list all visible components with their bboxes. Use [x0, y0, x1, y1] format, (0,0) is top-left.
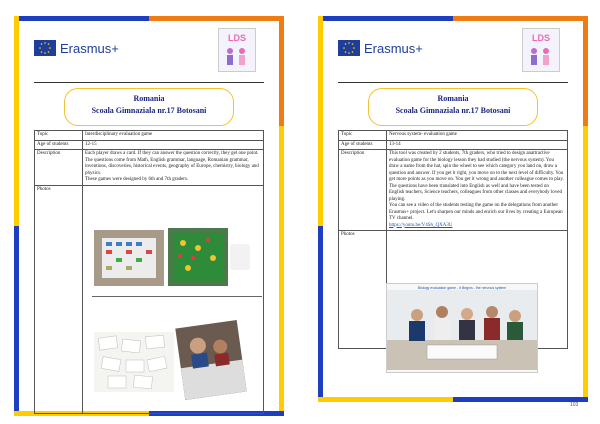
photo-students-playing	[175, 320, 246, 400]
card-grid-image	[94, 230, 164, 286]
country-title: Romania	[437, 94, 469, 103]
table-row	[339, 140, 568, 150]
lds-figures-icon	[222, 45, 252, 69]
youtube-link[interactable]: https://youtu.be/V4Sh_QXA3U	[389, 222, 453, 228]
lds-logo	[522, 28, 560, 72]
description-paragraph: The questions have been translated into English as well and have been tested on English teachers, Science teachers, colleagues from other classes and everybody loved playing.	[389, 183, 562, 202]
row-key: Age of students	[339, 140, 387, 150]
row-key: Photos	[35, 185, 83, 413]
table-row	[339, 150, 568, 231]
photo-board-game	[168, 228, 228, 286]
row-key: Topic	[35, 131, 83, 141]
row-value: 13-14	[387, 140, 568, 150]
page-header	[338, 33, 568, 72]
photo-bag	[230, 244, 250, 270]
frame-right-yellow	[583, 126, 588, 402]
row-value: 12-15	[83, 140, 264, 150]
row-value	[83, 150, 264, 186]
photo-caption: Biology evaluation game - It Begins - the nervous system	[417, 286, 507, 290]
country-title: Romania	[133, 94, 165, 103]
right-page	[318, 16, 588, 402]
erasmus-wordmark: Erasmus+	[364, 40, 423, 56]
cards-image	[94, 332, 174, 392]
row-value	[387, 150, 568, 231]
lds-logo	[218, 28, 256, 72]
school-title: Scoala Gimnaziala nr.17 Botosani	[91, 106, 207, 115]
row-key: Description	[35, 150, 83, 186]
frame-left-yellow	[318, 16, 323, 226]
frame-bottom-yellow	[318, 397, 453, 402]
mini-footer-line	[92, 296, 262, 297]
frame-right-yellow	[279, 126, 284, 416]
description-paragraph: You can see a video of the students testing the game on the delegations from another Erasmus+ project. Let's sharpen our minds and enrich our lives by creating a European TV channel.	[389, 203, 563, 221]
frame-top-orange	[453, 16, 588, 21]
eu-flag-icon	[34, 40, 56, 56]
photo-classroom	[386, 283, 538, 373]
eu-flag-icon	[338, 40, 360, 56]
erasmus-wordmark: Erasmus+	[60, 40, 119, 56]
left-page	[14, 16, 284, 416]
row-key: Age of students	[35, 140, 83, 150]
description-paragraph: These games were designed by 6th and 7th graders.	[85, 177, 189, 182]
school-banner	[64, 88, 234, 126]
table-row	[35, 140, 264, 150]
frame-top-blue	[14, 16, 149, 21]
table-row	[339, 131, 568, 141]
frame-top-blue	[318, 16, 453, 21]
lds-logo-text: LDS	[228, 33, 246, 43]
frame-left-blue	[318, 226, 323, 402]
header-divider	[338, 82, 568, 83]
header-divider	[34, 82, 264, 83]
erasmus-logo	[34, 40, 119, 56]
row-value: Interdisciplinary evaluation game	[83, 131, 264, 141]
frame-left-yellow	[14, 16, 19, 226]
classroom-image	[387, 290, 537, 370]
erasmus-logo	[338, 40, 423, 56]
description-paragraph: Each player draws a card. If they can answer the question correctly, they get one point. The questions come from Math, English grammar, language, Romanian grammar, inventions, discoveries, historical events, geography of Europe, chemistry, biology and physics.	[85, 151, 259, 176]
table-row	[35, 131, 264, 141]
frame-right-orange	[583, 16, 588, 126]
description-paragraph: This tool was created by 2 students, 7th graders, who tried to design anattractive evaluation game for the biology lesson they had studied (the nervous system). You draw a name from the hat, spin the wheel to see which category you land on, draw a question and answer. If you get it right, you move on to the next level of difficulty. You get more points as you move on. You get it wrong and another colleague comes to play.	[389, 151, 564, 182]
board-game-image	[168, 228, 228, 286]
frame-left-blue	[14, 226, 19, 416]
row-value: Nervous system- evaluation game	[387, 131, 568, 141]
lds-logo-text: LDS	[532, 33, 550, 43]
page-header	[34, 33, 264, 72]
row-key: Topic	[339, 131, 387, 141]
photo-cards-table	[94, 230, 164, 286]
school-banner	[368, 88, 538, 126]
frame-top-orange	[149, 16, 284, 21]
lds-figures-icon	[526, 45, 556, 69]
table-row	[35, 150, 264, 186]
page-number: 103	[570, 402, 579, 408]
row-key: Photos	[339, 231, 387, 349]
row-key: Description	[339, 150, 387, 231]
frame-right-orange	[279, 16, 284, 126]
school-title: Scoala Gimnaziala nr.17 Botosani	[395, 106, 511, 115]
students-image	[175, 320, 246, 400]
photo-handwritten-cards	[94, 332, 174, 392]
frame-bottom-blue	[453, 397, 588, 402]
